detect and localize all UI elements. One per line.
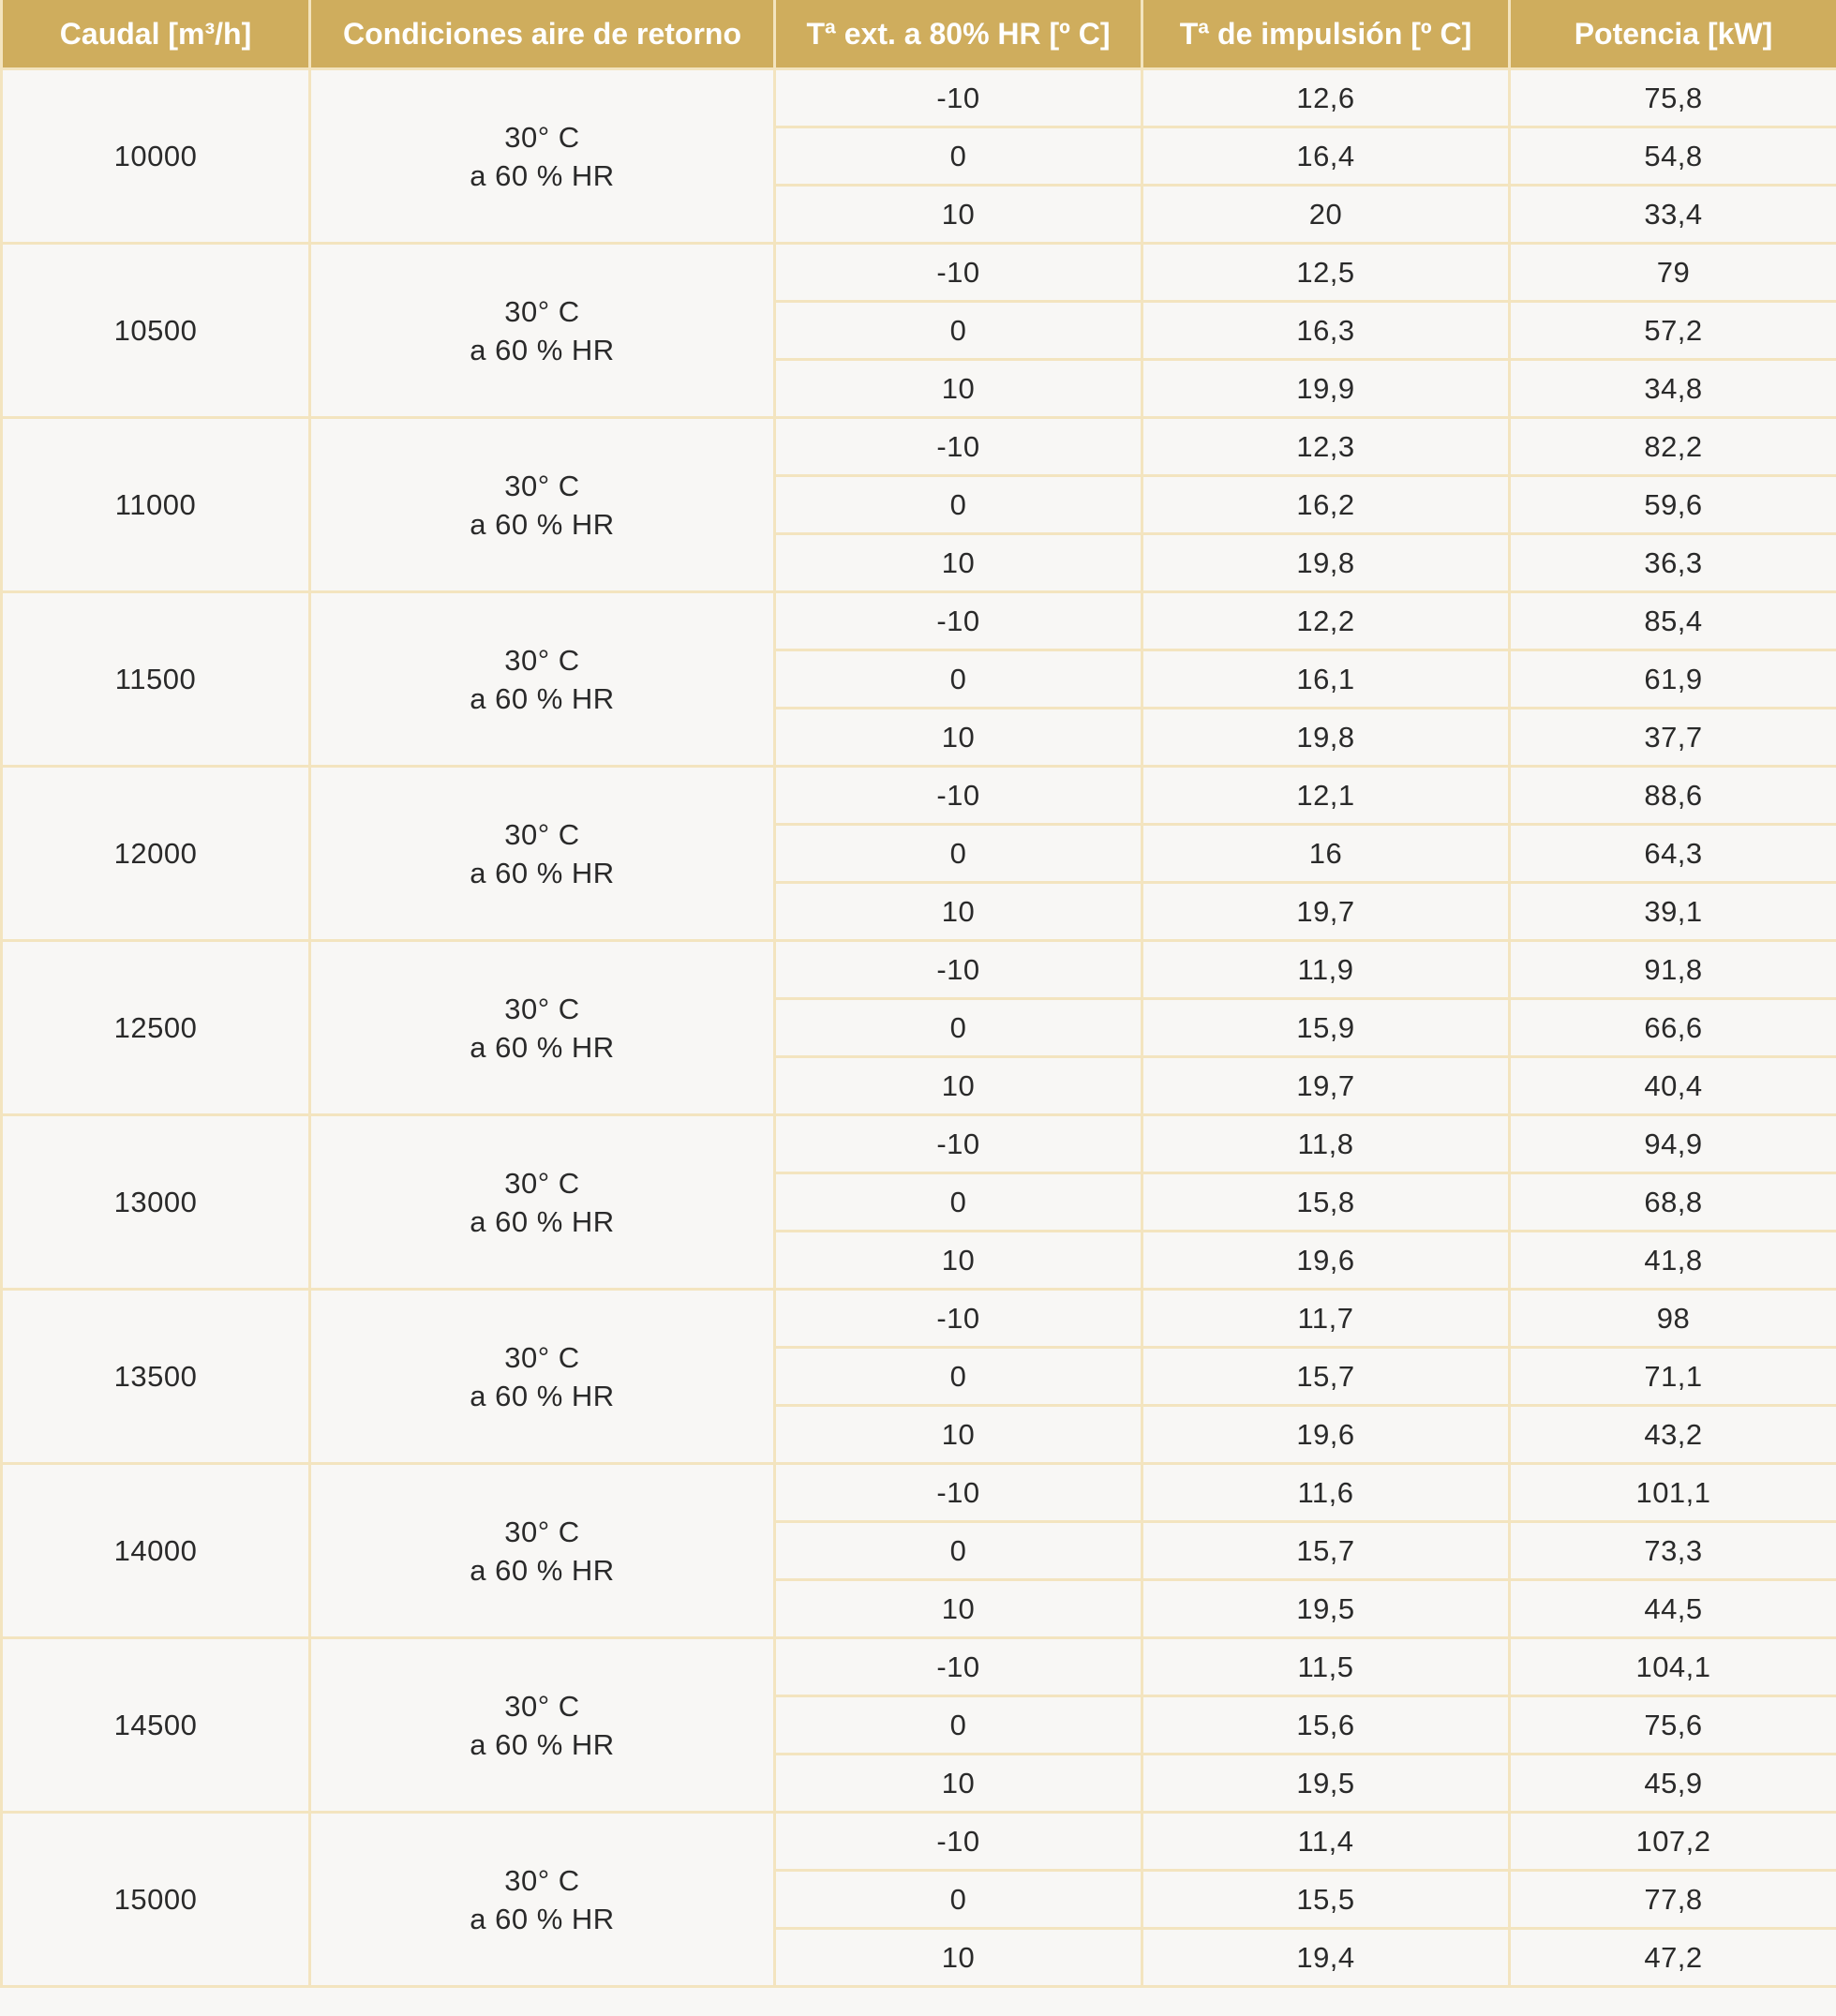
temp-exterior-cell: -10 bbox=[775, 767, 1142, 825]
condiciones-cell bbox=[310, 1638, 775, 1813]
caudal-cell: 13000 bbox=[2, 1115, 310, 1290]
potencia-cell: 34,8 bbox=[1510, 360, 1836, 418]
temp-exterior-cell: 0 bbox=[775, 1871, 1142, 1929]
temp-impulsion-cell: 12,5 bbox=[1142, 244, 1510, 302]
temp-impulsion-cell: 19,5 bbox=[1142, 1580, 1510, 1638]
temp-impulsion-cell: 19,5 bbox=[1142, 1755, 1510, 1813]
condiciones-humidity: a 60 % HR bbox=[470, 1204, 615, 1238]
temp-exterior-cell: 10 bbox=[775, 186, 1142, 244]
potencia-cell: 57,2 bbox=[1510, 302, 1836, 360]
condiciones-cell bbox=[310, 418, 775, 592]
header-potencia: Potencia [kW] bbox=[1510, 0, 1836, 69]
table-row bbox=[2, 1290, 1836, 1348]
temp-exterior-cell: -10 bbox=[775, 1638, 1142, 1696]
potencia-cell: 71,1 bbox=[1510, 1348, 1836, 1406]
temp-impulsion-cell: 19,6 bbox=[1142, 1232, 1510, 1290]
temp-impulsion-cell: 12,3 bbox=[1142, 418, 1510, 476]
caudal-cell: 12500 bbox=[2, 941, 310, 1115]
table-row bbox=[2, 1638, 1836, 1696]
temp-exterior-cell: -10 bbox=[775, 941, 1142, 999]
table-row bbox=[2, 592, 1836, 650]
condiciones-cell bbox=[310, 69, 775, 244]
condiciones-temp: 30° C bbox=[504, 992, 580, 1025]
condiciones-cell bbox=[310, 767, 775, 941]
header-condiciones: Condiciones aire de retorno bbox=[310, 0, 775, 69]
condiciones-temp: 30° C bbox=[504, 1863, 580, 1897]
temp-exterior-cell: 10 bbox=[775, 1232, 1142, 1290]
condiciones-temp: 30° C bbox=[504, 294, 580, 328]
temp-impulsion-cell: 15,6 bbox=[1142, 1696, 1510, 1755]
temp-impulsion-cell: 11,7 bbox=[1142, 1290, 1510, 1348]
temp-impulsion-cell: 19,7 bbox=[1142, 883, 1510, 941]
potencia-cell: 39,1 bbox=[1510, 883, 1836, 941]
potencia-cell: 61,9 bbox=[1510, 650, 1836, 709]
table-body bbox=[2, 69, 1836, 1987]
condiciones-humidity: a 60 % HR bbox=[470, 507, 615, 541]
temp-impulsion-cell: 15,5 bbox=[1142, 1871, 1510, 1929]
temp-impulsion-cell: 15,7 bbox=[1142, 1348, 1510, 1406]
caudal-cell: 15000 bbox=[2, 1813, 310, 1987]
temp-exterior-cell: 0 bbox=[775, 1522, 1142, 1580]
condiciones-temp: 30° C bbox=[504, 643, 580, 677]
condiciones-humidity: a 60 % HR bbox=[470, 333, 615, 366]
potencia-cell: 37,7 bbox=[1510, 709, 1836, 767]
temp-impulsion-cell: 11,4 bbox=[1142, 1813, 1510, 1871]
temp-impulsion-cell: 16,2 bbox=[1142, 476, 1510, 534]
caudal-cell: 12000 bbox=[2, 767, 310, 941]
condiciones-temp: 30° C bbox=[504, 1166, 580, 1200]
condiciones-temp: 30° C bbox=[504, 1515, 580, 1548]
potencia-cell: 85,4 bbox=[1510, 592, 1836, 650]
temp-exterior-cell: 0 bbox=[775, 1348, 1142, 1406]
condiciones-cell bbox=[310, 941, 775, 1115]
temp-exterior-cell: 10 bbox=[775, 1580, 1142, 1638]
temp-impulsion-cell: 19,9 bbox=[1142, 360, 1510, 418]
temp-exterior-cell: 10 bbox=[775, 1755, 1142, 1813]
condiciones-temp: 30° C bbox=[504, 1689, 580, 1723]
temp-impulsion-cell: 19,4 bbox=[1142, 1929, 1510, 1987]
caudal-cell: 13500 bbox=[2, 1290, 310, 1464]
temp-impulsion-cell: 19,8 bbox=[1142, 534, 1510, 592]
temp-exterior-cell: -10 bbox=[775, 1813, 1142, 1871]
potencia-cell: 94,9 bbox=[1510, 1115, 1836, 1173]
table-row bbox=[2, 1464, 1836, 1522]
condiciones-temp: 30° C bbox=[504, 817, 580, 851]
temp-impulsion-cell: 15,8 bbox=[1142, 1173, 1510, 1232]
potencia-cell: 73,3 bbox=[1510, 1522, 1836, 1580]
caudal-cell: 11000 bbox=[2, 418, 310, 592]
potencia-cell: 33,4 bbox=[1510, 186, 1836, 244]
potencia-cell: 45,9 bbox=[1510, 1755, 1836, 1813]
temp-exterior-cell: 0 bbox=[775, 127, 1142, 186]
condiciones-humidity: a 60 % HR bbox=[470, 1727, 615, 1761]
temp-impulsion-cell: 15,9 bbox=[1142, 999, 1510, 1057]
temp-exterior-cell: -10 bbox=[775, 418, 1142, 476]
temp-exterior-cell: 10 bbox=[775, 883, 1142, 941]
potencia-cell: 64,3 bbox=[1510, 825, 1836, 883]
temp-exterior-cell: -10 bbox=[775, 592, 1142, 650]
temp-exterior-cell: 10 bbox=[775, 1929, 1142, 1987]
header-row bbox=[2, 0, 1836, 69]
potencia-cell: 104,1 bbox=[1510, 1638, 1836, 1696]
potencia-cell: 98 bbox=[1510, 1290, 1836, 1348]
temp-exterior-cell: 0 bbox=[775, 650, 1142, 709]
table-row bbox=[2, 418, 1836, 476]
condiciones-humidity: a 60 % HR bbox=[470, 1030, 615, 1064]
potencia-cell: 47,2 bbox=[1510, 1929, 1836, 1987]
temp-exterior-cell: -10 bbox=[775, 69, 1142, 127]
temp-exterior-cell: 10 bbox=[775, 1406, 1142, 1464]
potencia-cell: 36,3 bbox=[1510, 534, 1836, 592]
temp-impulsion-cell: 11,6 bbox=[1142, 1464, 1510, 1522]
potencia-cell: 91,8 bbox=[1510, 941, 1836, 999]
header-caudal: Caudal [m³/h] bbox=[2, 0, 310, 69]
potencia-cell: 101,1 bbox=[1510, 1464, 1836, 1522]
condiciones-humidity: a 60 % HR bbox=[470, 158, 615, 192]
temp-impulsion-cell: 20 bbox=[1142, 186, 1510, 244]
temp-impulsion-cell: 15,7 bbox=[1142, 1522, 1510, 1580]
table-row bbox=[2, 1115, 1836, 1173]
temp-exterior-cell: -10 bbox=[775, 1115, 1142, 1173]
potencia-cell: 88,6 bbox=[1510, 767, 1836, 825]
temp-impulsion-cell: 16 bbox=[1142, 825, 1510, 883]
potencia-cell: 79 bbox=[1510, 244, 1836, 302]
caudal-cell: 14000 bbox=[2, 1464, 310, 1638]
temp-impulsion-cell: 11,8 bbox=[1142, 1115, 1510, 1173]
condiciones-temp: 30° C bbox=[504, 1340, 580, 1374]
temp-exterior-cell: 0 bbox=[775, 476, 1142, 534]
condiciones-humidity: a 60 % HR bbox=[470, 856, 615, 889]
condiciones-cell bbox=[310, 1290, 775, 1464]
temp-impulsion-cell: 11,9 bbox=[1142, 941, 1510, 999]
condiciones-cell bbox=[310, 1115, 775, 1290]
table-row bbox=[2, 767, 1836, 825]
temp-exterior-cell: 0 bbox=[775, 825, 1142, 883]
caudal-cell: 10000 bbox=[2, 69, 310, 244]
potencia-cell: 66,6 bbox=[1510, 999, 1836, 1057]
potencia-cell: 40,4 bbox=[1510, 1057, 1836, 1115]
potencia-cell: 82,2 bbox=[1510, 418, 1836, 476]
temp-impulsion-cell: 16,3 bbox=[1142, 302, 1510, 360]
temp-impulsion-cell: 12,1 bbox=[1142, 767, 1510, 825]
table-row bbox=[2, 941, 1836, 999]
condiciones-cell bbox=[310, 244, 775, 418]
table-row bbox=[2, 244, 1836, 302]
condiciones-cell bbox=[310, 1464, 775, 1638]
temp-exterior-cell: 0 bbox=[775, 302, 1142, 360]
temp-impulsion-cell: 11,5 bbox=[1142, 1638, 1510, 1696]
potencia-cell: 107,2 bbox=[1510, 1813, 1836, 1871]
potencia-cell: 75,8 bbox=[1510, 69, 1836, 127]
header-temp-exterior: Tª ext. a 80% HR [º C] bbox=[775, 0, 1142, 69]
temp-impulsion-cell: 12,2 bbox=[1142, 592, 1510, 650]
temp-exterior-cell: 0 bbox=[775, 999, 1142, 1057]
table-header bbox=[2, 0, 1836, 69]
condiciones-humidity: a 60 % HR bbox=[470, 681, 615, 715]
temp-impulsion-cell: 16,4 bbox=[1142, 127, 1510, 186]
condiciones-cell bbox=[310, 592, 775, 767]
temp-exterior-cell: -10 bbox=[775, 244, 1142, 302]
temp-exterior-cell: -10 bbox=[775, 1290, 1142, 1348]
temp-exterior-cell: 10 bbox=[775, 709, 1142, 767]
condiciones-humidity: a 60 % HR bbox=[470, 1553, 615, 1587]
potencia-cell: 75,6 bbox=[1510, 1696, 1836, 1755]
temp-impulsion-cell: 19,7 bbox=[1142, 1057, 1510, 1115]
caudal-cell: 11500 bbox=[2, 592, 310, 767]
table-row bbox=[2, 69, 1836, 127]
potencia-cell: 59,6 bbox=[1510, 476, 1836, 534]
temp-exterior-cell: 10 bbox=[775, 360, 1142, 418]
potencia-cell: 43,2 bbox=[1510, 1406, 1836, 1464]
potencia-cell: 77,8 bbox=[1510, 1871, 1836, 1929]
potencia-cell: 54,8 bbox=[1510, 127, 1836, 186]
potencia-cell: 41,8 bbox=[1510, 1232, 1836, 1290]
temp-exterior-cell: 0 bbox=[775, 1173, 1142, 1232]
temp-impulsion-cell: 19,8 bbox=[1142, 709, 1510, 767]
condiciones-humidity: a 60 % HR bbox=[470, 1902, 615, 1935]
condiciones-cell bbox=[310, 1813, 775, 1987]
temp-exterior-cell: -10 bbox=[775, 1464, 1142, 1522]
header-temp-impulsion: Tª de impulsión [º C] bbox=[1142, 0, 1510, 69]
temp-impulsion-cell: 19,6 bbox=[1142, 1406, 1510, 1464]
caudal-cell: 10500 bbox=[2, 244, 310, 418]
table-row bbox=[2, 1813, 1836, 1871]
temp-impulsion-cell: 12,6 bbox=[1142, 69, 1510, 127]
condiciones-temp: 30° C bbox=[504, 469, 580, 502]
temp-impulsion-cell: 16,1 bbox=[1142, 650, 1510, 709]
condiciones-humidity: a 60 % HR bbox=[470, 1379, 615, 1412]
potencia-cell: 68,8 bbox=[1510, 1173, 1836, 1232]
condiciones-temp: 30° C bbox=[504, 120, 580, 154]
caudal-cell: 14500 bbox=[2, 1638, 310, 1813]
potencia-cell: 44,5 bbox=[1510, 1580, 1836, 1638]
temp-exterior-cell: 10 bbox=[775, 1057, 1142, 1115]
temp-exterior-cell: 10 bbox=[775, 534, 1142, 592]
temp-exterior-cell: 0 bbox=[775, 1696, 1142, 1755]
